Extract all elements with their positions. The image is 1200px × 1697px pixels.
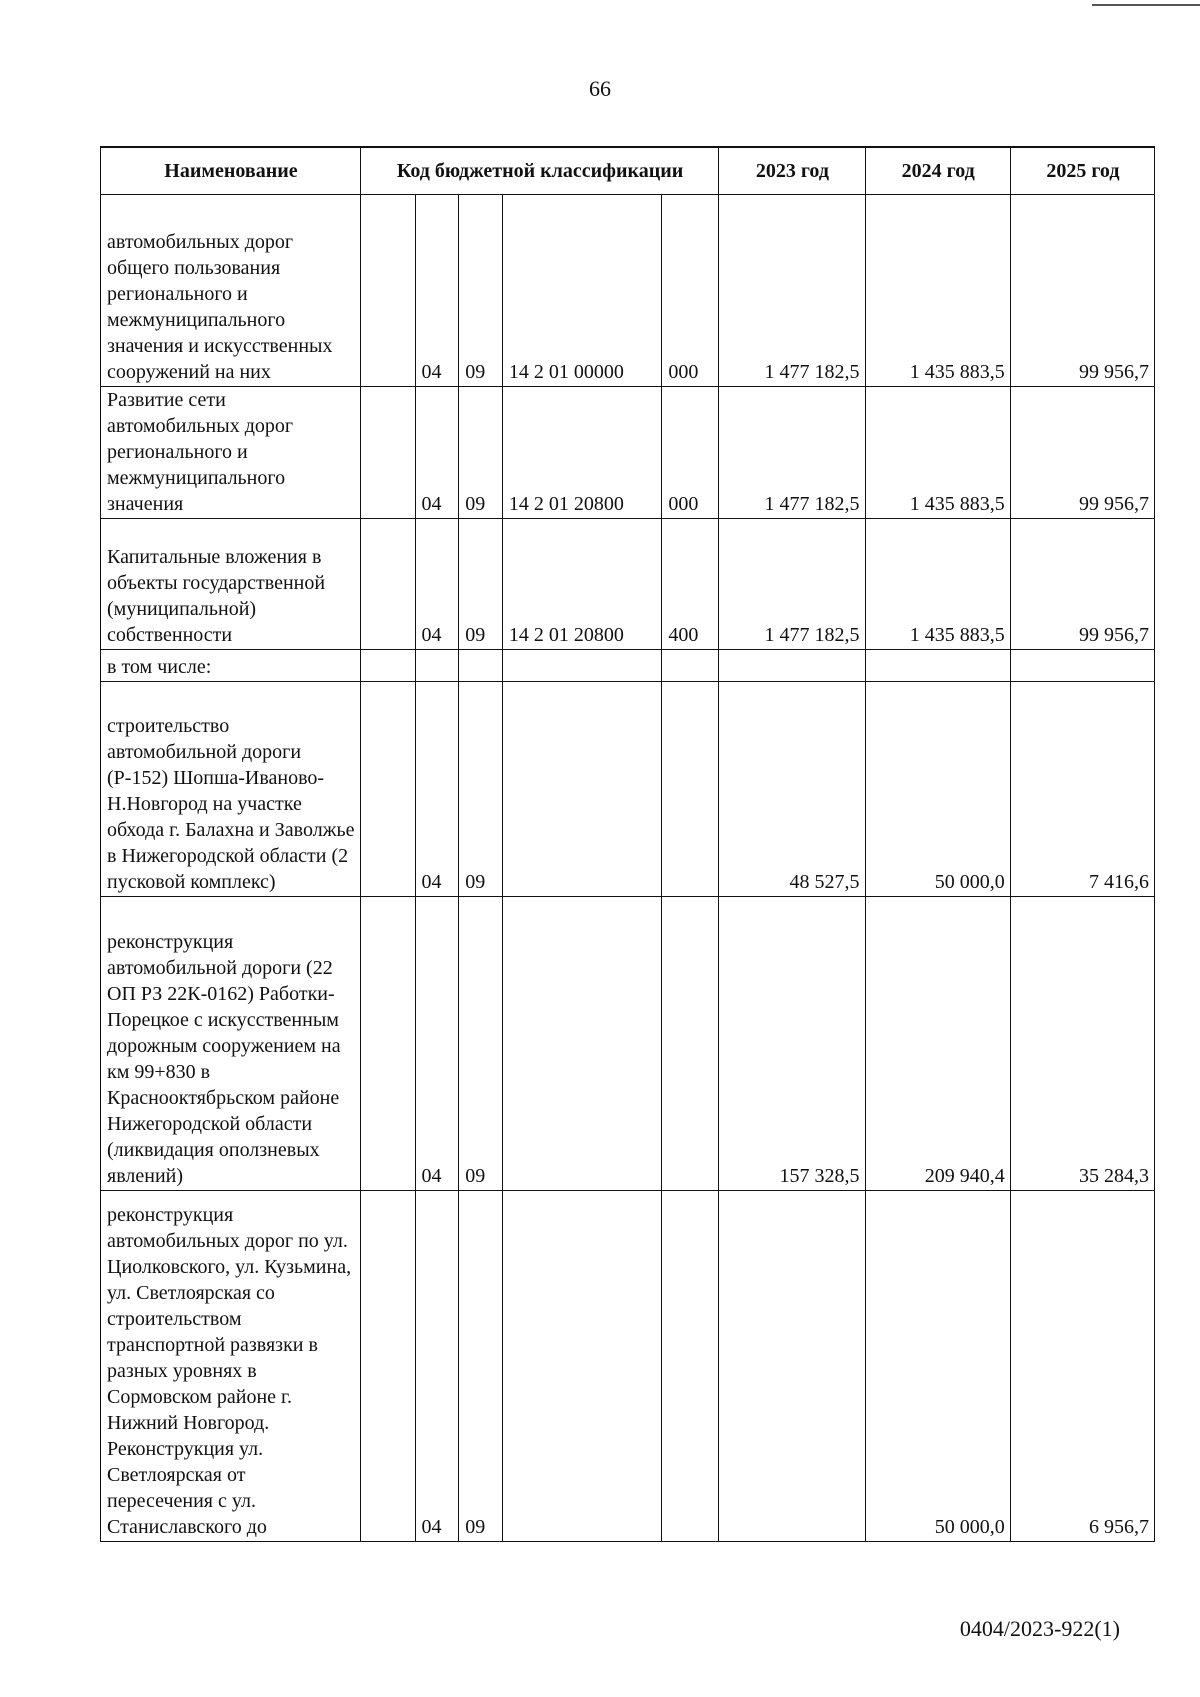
row-code-expense	[662, 682, 719, 897]
row-code-expense: 000	[662, 195, 719, 387]
row-code-expense: 400	[662, 519, 719, 650]
row-code-target	[502, 682, 661, 897]
row-value-2023	[719, 650, 865, 682]
row-code-section: 04	[415, 387, 459, 519]
header-name: Наименование	[101, 147, 361, 195]
header-2023: 2023 год	[719, 147, 865, 195]
row-value-2025: 6 956,7	[1010, 1191, 1154, 1542]
row-value-2025	[1010, 650, 1154, 682]
row-name: реконструкция автомобильной дороги (22 ОП РЗ 22К-0162) Работки-Порецкое с искусственным дорожным сооружением на км 99+830 в Краснооктябрьском районе Нижегородской области (ликвидация оползневых явлений)	[101, 897, 361, 1191]
header-code: Код бюджетной классификации	[360, 147, 718, 195]
row-code-target: 14 2 01 20800	[502, 387, 661, 519]
row-code-subsection: 09	[459, 682, 503, 897]
row-name: реконструкция автомобильных дорог по ул. Циолковского, ул. Кузьмина, ул. Светлоярская со строительством транспортной развязки в разных уровнях в Сормовском районе г. Нижний Новгород. Реконструкция ул. Светлоярская от пересечения с ул. Станиславского до	[101, 1191, 361, 1542]
row-code-empty	[360, 195, 415, 387]
row-value-2025: 99 956,7	[1010, 195, 1154, 387]
row-name: Развитие сети автомобильных дорог регионального и межмуниципального значения	[101, 387, 361, 519]
row-code-empty	[360, 387, 415, 519]
budget-table	[100, 146, 1155, 1542]
row-code-target: 14 2 01 00000	[502, 195, 661, 387]
table-header-row	[101, 147, 1155, 195]
row-code-section: 04	[415, 195, 459, 387]
row-code-section: 04	[415, 1191, 459, 1542]
row-value-2025: 7 416,6	[1010, 682, 1154, 897]
table-row	[101, 195, 1155, 387]
row-code-subsection	[459, 650, 503, 682]
row-code-section: 04	[415, 519, 459, 650]
row-value-2024: 1 435 883,5	[865, 387, 1010, 519]
row-value-2024: 1 435 883,5	[865, 195, 1010, 387]
row-name: строительство автомобильной дороги (Р-152) Шопша-Иваново-Н.Новгород на участке обхода г. Балахна и Заволжье в Нижегородской области (2 пусковой комплекс)	[101, 682, 361, 897]
row-value-2024: 1 435 883,5	[865, 519, 1010, 650]
row-value-2023: 48 527,5	[719, 682, 865, 897]
row-code-subsection: 09	[459, 195, 503, 387]
row-code-subsection: 09	[459, 387, 503, 519]
row-code-section	[415, 650, 459, 682]
table-row	[101, 519, 1155, 650]
row-value-2024	[865, 650, 1010, 682]
row-code-empty	[360, 1191, 415, 1542]
top-rule	[1092, 4, 1200, 6]
row-code-expense: 000	[662, 387, 719, 519]
row-name: Капитальные вложения в объекты государственной (муниципальной) собственности	[101, 519, 361, 650]
row-code-empty	[360, 682, 415, 897]
table-row	[101, 682, 1155, 897]
table-row	[101, 650, 1155, 682]
row-code-empty	[360, 519, 415, 650]
row-name: в том числе:	[101, 650, 361, 682]
page-number: 66	[589, 76, 611, 101]
row-code-subsection: 09	[459, 519, 503, 650]
row-value-2023: 1 477 182,5	[719, 195, 865, 387]
row-value-2024: 50 000,0	[865, 682, 1010, 897]
table-row	[101, 1191, 1155, 1542]
row-code-section: 04	[415, 897, 459, 1191]
row-value-2023	[719, 1191, 865, 1542]
row-code-target	[502, 897, 661, 1191]
row-code-subsection: 09	[459, 1191, 503, 1542]
row-code-subsection: 09	[459, 897, 503, 1191]
header-2024: 2024 год	[865, 147, 1010, 195]
table-row	[101, 897, 1155, 1191]
row-value-2023: 157 328,5	[719, 897, 865, 1191]
row-code-target	[502, 650, 661, 682]
row-value-2025: 99 956,7	[1010, 387, 1154, 519]
row-value-2025: 35 284,3	[1010, 897, 1154, 1191]
row-code-expense	[662, 650, 719, 682]
row-code-target: 14 2 01 20800	[502, 519, 661, 650]
row-code-empty	[360, 897, 415, 1191]
row-value-2025: 99 956,7	[1010, 519, 1154, 650]
table-row	[101, 387, 1155, 519]
row-value-2024: 209 940,4	[865, 897, 1010, 1191]
row-value-2023: 1 477 182,5	[719, 387, 865, 519]
row-name: автомобильных дорог общего пользования регионального и межмуниципального значения и искусственных сооружений на них	[101, 195, 361, 387]
row-code-section: 04	[415, 682, 459, 897]
row-value-2023: 1 477 182,5	[719, 519, 865, 650]
row-code-target	[502, 1191, 661, 1542]
row-value-2024: 50 000,0	[865, 1191, 1010, 1542]
row-code-expense	[662, 897, 719, 1191]
document-code: 0404/2023-922(1)	[959, 1616, 1120, 1641]
row-code-empty	[360, 650, 415, 682]
row-code-expense	[662, 1191, 719, 1542]
header-2025: 2025 год	[1010, 147, 1154, 195]
